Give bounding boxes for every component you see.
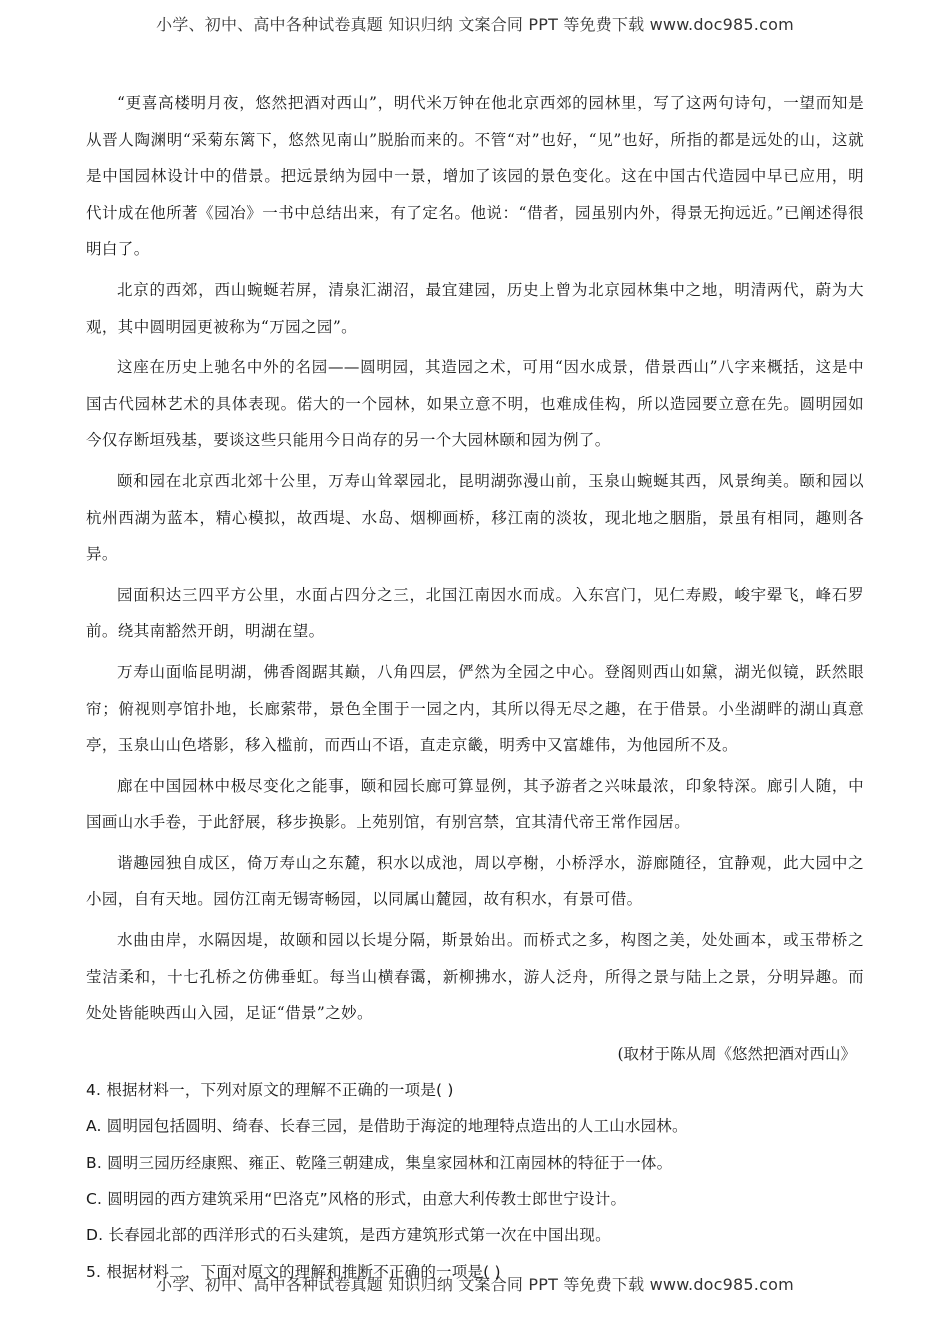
page-footer: 小学、初中、高中各种试卷真题 知识归纳 文案合同 PPT 等免费下载 www.doc985.com xyxy=(156,1275,794,1294)
article-paragraph-4: 颐和园在北京西北郊十公里，万寿山耸翠园北，昆明湖弥漫山前，玉泉山蜿蜒其西，风景绚美。颐和园以杭州西湖为蓝本，精心模拟，故西堤、水岛、烟柳画桥，移江南的淡妆，现北地之胭脂，景虽有相同，趣则各异。 xyxy=(86,471,864,564)
article-paragraph-1: “更喜高楼明月夜，悠然把酒对西山”，明代米万钟在他北京西郊的园林里，写了这两句诗句，一望而知是从晋人陶渊明“采菊东篱下，悠然见南山”脱胎而来的。不管“对”也好，“见”也好，所指的都是远处的山，这就是中国园林设计中的借景。把远景纳为园中一景，增加了该园的景色变化。这在中国古代造园中早已应用，明代计成在他所著《园冶》一书中总结出来，有了定名。他说：“借者，园虽别内外，得景无拘远近。”已阐述得很明白了。 xyxy=(86,94,864,259)
question-4-option-c: C. 圆明园的西方建筑采用“巴洛克”风格的形式，由意大利传教士郎世宁设计。 xyxy=(86,1190,627,1209)
article-paragraph-5: 园面积达三四平方公里，水面占四分之三，北国江南因水而成。入东宫门，见仁寿殿，峻宇翚飞，峰石罗前。绕其南豁然开朗，明湖在望。 xyxy=(86,585,864,641)
article-paragraph-3: 这座在历史上驰名中外的名园——圆明园，其造园之术，可用“因水成景，借景西山”八字来概括，这是中国古代园林艺术的具体表现。偌大的一个园林，如果立意不明，也难成佳构，所以造园要立意在先。圆明园如今仅存断垣残基，要谈这些只能用今日尚存的另一个大园林颐和园为例了。 xyxy=(86,358,864,450)
question-4-option-b: B. 圆明三园历经康熙、雍正、乾隆三朝建成，集皇家园林和江南园林的特征于一体。 xyxy=(86,1153,673,1172)
question-section xyxy=(86,1072,864,1290)
article-source-citation: (取材于陈从周《悠然把酒对西山》 xyxy=(617,1044,856,1063)
article-paragraph-2: 北京的西郊，西山蜿蜒若屏，清泉汇湖沼，最宜建园，历史上曾为北京园林集中之地，明清两代，蔚为大观，其中圆明园更被称为“万园之园”。 xyxy=(86,280,864,336)
article-paragraph-9: 水曲由岸，水隔因堤，故颐和园以长堤分隔，斯景始出。而桥式之多，构图之美，处处画本，或玉带桥之莹洁柔和，十七孔桥之仿佛垂虹。每当山横春霭，新柳拂水，游人泛舟，所得之景与陆上之景，分明异趣。而处处皆能映西山入园，足证“借景”之妙。 xyxy=(86,931,864,1023)
question-4-stem: 4. 根据材料一，下列对原文的理解不正确的一项是( ) xyxy=(86,1080,454,1099)
document-body xyxy=(86,85,864,1290)
question-5-stem: 5. 根据材料二，下面对原文的理解和推断不正确的一项是( ) xyxy=(86,1262,501,1281)
article-paragraph-8: 谐趣园独自成区，倚万寿山之东麓，积水以成池，周以亭榭，小桥浮水，游廊随径，宜静观，此大园中之小园，自有天地。园仿江南无锡寄畅园，以同属山麓园，故有积水，有景可借。 xyxy=(86,853,864,909)
article-paragraph-7: 廊在中国园林中极尽变化之能事，颐和园长廊可算显例，其予游者之兴味最浓，印象特深。廊引人随，中国画山水手卷，于此舒展，移步换影。上苑别馆，有别宫禁，宜其清代帝王常作园居。 xyxy=(86,776,864,832)
question-4-option-d: D. 长春园北部的西洋形式的石头建筑，是西方建筑形式第一次在中国出现。 xyxy=(86,1226,611,1245)
question-4-option-a: A. 圆明园包括圆明、绮春、长春三园，是借助于海淀的地理特点造出的人工山水园林。 xyxy=(86,1117,688,1136)
page-header: 小学、初中、高中各种试卷真题 知识归纳 文案合同 PPT 等免费下载 www.doc985.com xyxy=(156,15,794,34)
article-paragraph-6: 万寿山面临昆明湖，佛香阁踞其巅，八角四层，俨然为全园之中心。登阁则西山如黛，湖光似镜，跃然眼帘；俯视则亭馆扑地，长廊萦带，景色全围于一园之内，其所以得无尽之趣，在于借景。小坐湖畔的湖山真意亭，玉泉山山色塔影，移入槛前，而西山不语，直走京畿，明秀中又富雄伟，为他园所不及。 xyxy=(86,662,864,755)
